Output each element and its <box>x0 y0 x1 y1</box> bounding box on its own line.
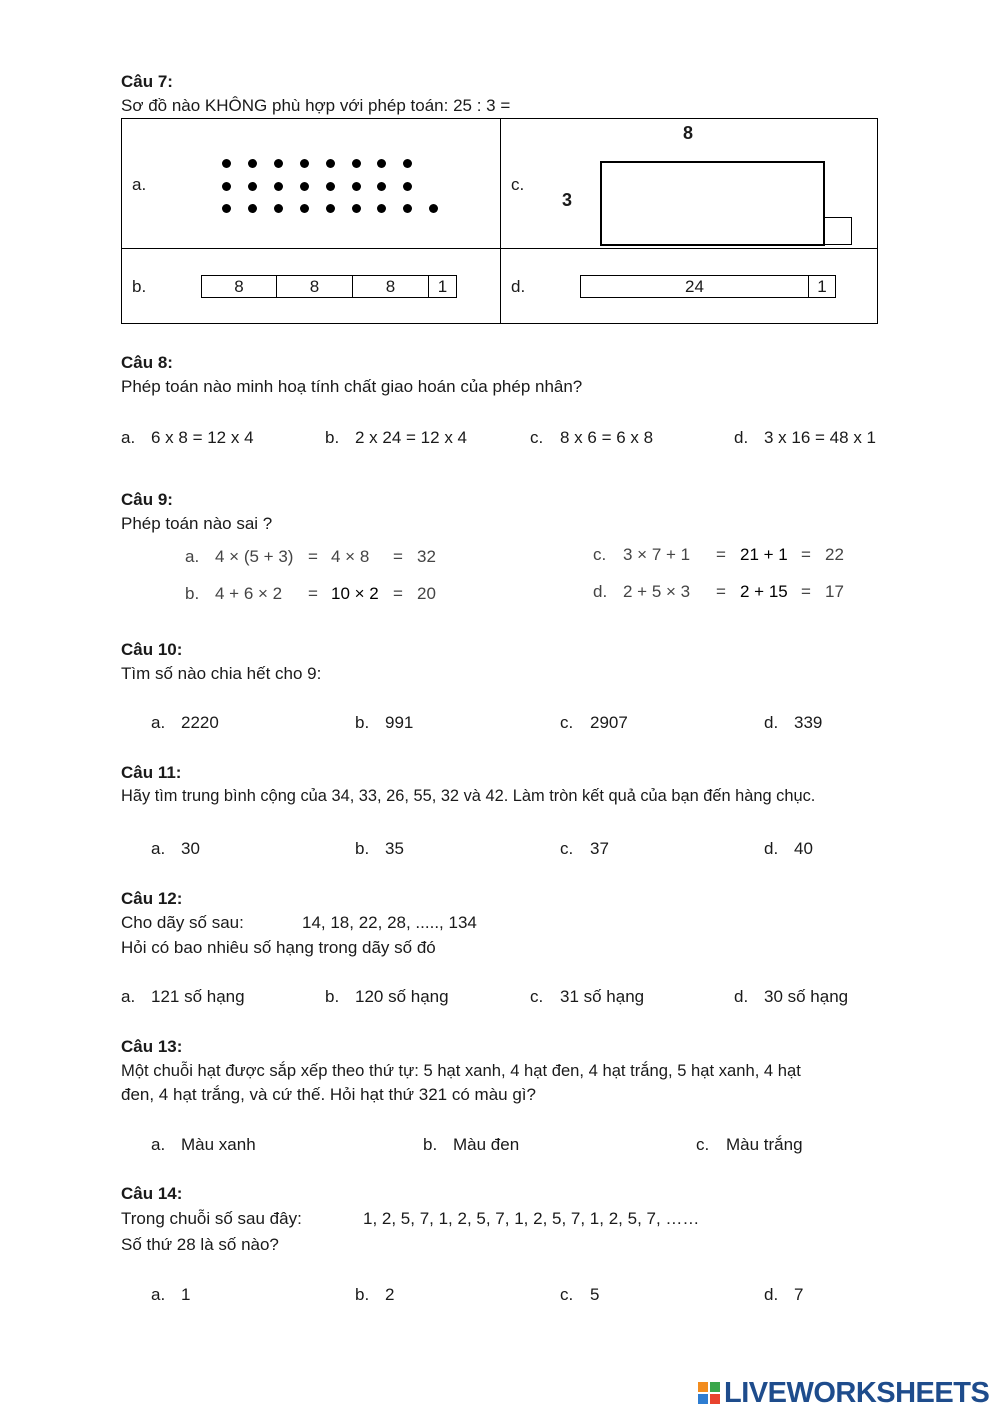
dot <box>222 159 231 168</box>
q12-prompt: Hỏi có bao nhiêu số hạng trong dãy số đó <box>121 938 436 957</box>
table-divider <box>500 119 501 323</box>
q13-prompt-line1: Một chuỗi hạt được sắp xếp theo thứ tự: 5 hạt xanh, 4 hạt đen, 4 hạt trắng, 5 hạt xanh, 4 hạt <box>121 1061 801 1080</box>
q7-c-height-label: 3 <box>562 190 573 210</box>
dot <box>377 159 386 168</box>
q12-option-a[interactable]: a. 121 số hạng <box>121 987 245 1006</box>
bar-segment: 1 <box>437 277 448 296</box>
q7-c-remainder-square <box>824 217 852 245</box>
q7-option-d-label[interactable]: d. <box>511 277 526 296</box>
q9-title: Câu 9: <box>121 490 173 509</box>
q14-prompt-label: Trong chuỗi số sau đây: <box>121 1209 302 1228</box>
logo-wordmark: LIVEWORKSHEETS <box>724 1376 990 1409</box>
q7-title: Câu 7: <box>121 72 173 91</box>
dot <box>274 182 283 191</box>
dot <box>326 204 335 213</box>
dot <box>300 182 309 191</box>
q12-option-c[interactable]: c. 31 số hạng <box>530 987 645 1006</box>
dot <box>403 182 412 191</box>
q7-d-bar <box>580 275 836 298</box>
dot <box>248 159 257 168</box>
dot <box>377 204 386 213</box>
q11-option-d[interactable]: d. 40 <box>764 839 813 858</box>
q14-option-d[interactable]: d. 7 <box>764 1285 804 1304</box>
q8-title: Câu 8: <box>121 353 173 372</box>
q8-option-b[interactable]: b. 2 x 24 = 12 x 4 <box>325 428 467 447</box>
q10-title: Câu 10: <box>121 640 183 659</box>
dot <box>352 159 361 168</box>
q7-b-bar <box>201 275 457 298</box>
q12-option-b[interactable]: b. 120 số hạng <box>325 987 449 1006</box>
q12-title: Câu 12: <box>121 889 183 908</box>
q8-prompt: Phép toán nào minh hoạ tính chất giao hoán của phép nhân? <box>121 377 583 396</box>
q7-prompt: Sơ đồ nào KHÔNG phù hợp với phép toán: 25 : 3 = <box>121 96 511 115</box>
dot <box>429 204 438 213</box>
dot <box>248 182 257 191</box>
dot <box>274 204 283 213</box>
q11-option-a[interactable]: a. 30 <box>151 839 200 858</box>
dot <box>300 159 309 168</box>
q12-prompt-label: Cho dãy số sau: <box>121 913 244 932</box>
q11-prompt: Hãy tìm trung bình cộng của 34, 33, 26, 55, 32 và 42. Làm tròn kết quả của bạn đến hàng chục. <box>121 787 816 805</box>
q8-option-c[interactable]: c. 8 x 6 = 6 x 8 <box>530 428 654 447</box>
q13-option-b[interactable]: b. Màu đen <box>423 1135 520 1154</box>
dot <box>222 182 231 191</box>
q14-option-a[interactable]: a. 1 <box>151 1285 191 1304</box>
q10-prompt: Tìm số nào chia hết cho 9: <box>121 664 322 683</box>
q11-option-c[interactable]: c. 37 <box>560 839 609 858</box>
q12-option-d[interactable]: d. 30 số hạng <box>734 987 849 1006</box>
q10-option-a[interactable]: a. 2220 <box>151 713 219 732</box>
dot <box>352 204 361 213</box>
q7-option-a-label[interactable]: a. <box>132 175 147 194</box>
bar-segment: 8 <box>277 276 353 297</box>
q12-sequence: 14, 18, 22, 28, ....., 134 <box>302 913 477 932</box>
bar-segment: 8 <box>353 276 429 297</box>
q7-c-rectangle <box>600 161 825 246</box>
q13-option-c[interactable]: c. Màu trắng <box>696 1135 803 1154</box>
dot <box>222 204 231 213</box>
q11-option-b[interactable]: b. 35 <box>355 839 404 858</box>
bar-segment: 24 <box>581 276 809 297</box>
q10-option-d[interactable]: d. 339 <box>764 713 823 732</box>
dot <box>300 204 309 213</box>
q13-option-a[interactable]: a. Màu xanh <box>151 1135 256 1154</box>
q14-option-c[interactable]: c. 5 <box>560 1285 600 1304</box>
q8-option-d[interactable]: d. 3 x 16 = 48 x 1 <box>734 428 876 447</box>
q14-title: Câu 14: <box>121 1184 183 1203</box>
q13-title: Câu 13: <box>121 1037 183 1056</box>
liveworksheets-logo <box>698 1376 989 1410</box>
dot <box>274 159 283 168</box>
q7-c-width-label: 8 <box>683 123 694 143</box>
q10-option-b[interactable]: b. 991 <box>355 713 414 732</box>
q7-option-b-label[interactable]: b. <box>132 277 147 296</box>
dot <box>326 182 335 191</box>
bar-segment: 1 <box>817 277 827 296</box>
dot <box>403 204 412 213</box>
q14-option-b[interactable]: b. 2 <box>355 1285 395 1304</box>
q7-option-c-label[interactable]: c. <box>511 175 525 194</box>
dot <box>377 182 386 191</box>
q14-sequence: 1, 2, 5, 7, 1, 2, 5, 7, 1, 2, 5, 7, 1, 2, 5, 7, …… <box>363 1209 700 1228</box>
q7-diagram-table <box>121 118 878 324</box>
q14-prompt: Số thứ 28 là số nào? <box>121 1235 279 1254</box>
table-divider <box>122 248 877 249</box>
dot <box>352 182 361 191</box>
dot <box>248 204 257 213</box>
q8-option-a[interactable]: a. 6 x 8 = 12 x 4 <box>121 428 254 447</box>
q10-option-c[interactable]: c. 2907 <box>560 713 628 732</box>
q11-title: Câu 11: <box>121 763 182 782</box>
q13-prompt-line2: đen, 4 hạt trắng, và cứ thế. Hỏi hạt thứ 321 có màu gì? <box>121 1085 536 1104</box>
dot <box>403 159 412 168</box>
q9-prompt: Phép toán nào sai ? <box>121 514 273 533</box>
logo-mark-icon <box>698 1380 722 1406</box>
bar-segment: 8 <box>202 276 277 297</box>
dot <box>326 159 335 168</box>
